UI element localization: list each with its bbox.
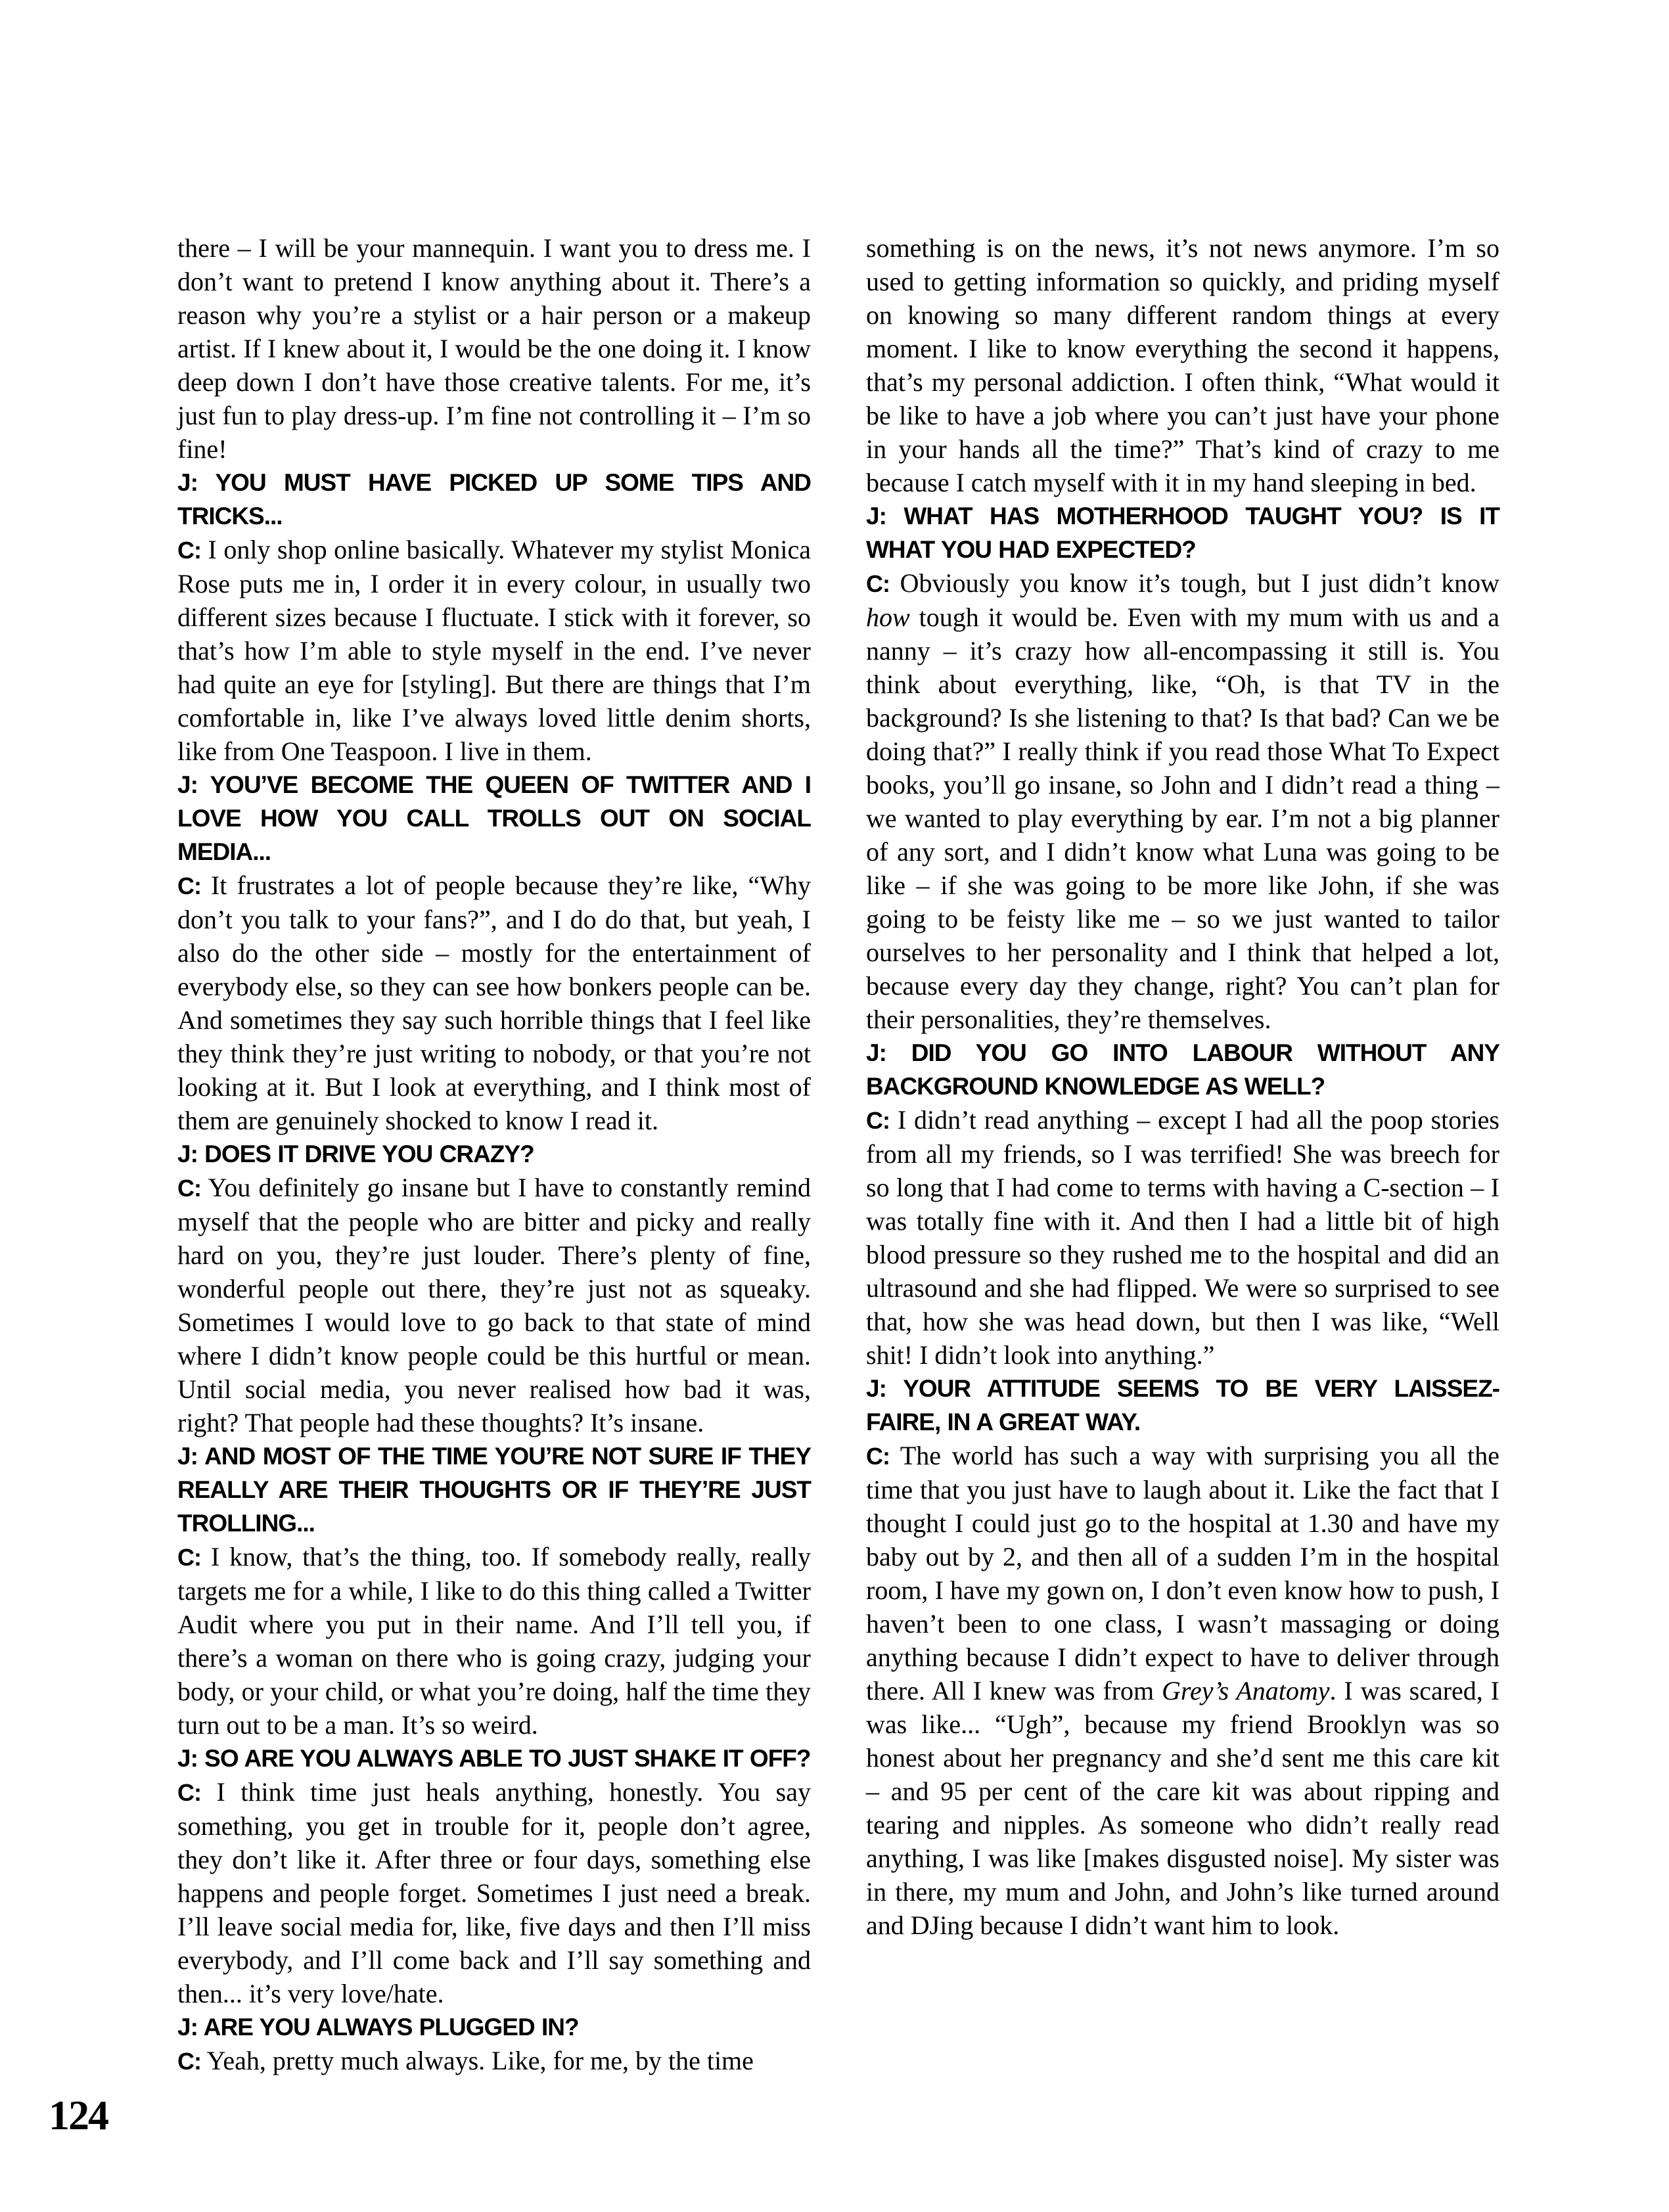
body-text: J: YOU MUST HAVE PICKED UP SOME TIPS AND TRICKS... <box>177 469 811 530</box>
body-text: J: YOUR ATTITUDE SEEMS TO BE VERY LAISSEZ-FAIRE, IN A GREAT WAY. <box>866 1375 1499 1435</box>
body-text: Obviously you know it’s tough, but I just didn’t know <box>890 568 1499 598</box>
interviewee-answer <box>177 231 811 466</box>
interviewee-answer <box>866 1439 1499 1942</box>
body-text: J: YOU’VE BECOME THE QUEEN OF TWITTER AND I LOVE HOW YOU CALL TROLLS OUT ON SOCIAL MEDIA... <box>177 771 811 865</box>
interviewer-question <box>177 1742 811 1775</box>
interviewee-answer <box>177 533 811 768</box>
body-text: J: WHAT HAS MOTHERHOOD TAUGHT YOU? IS IT WHAT YOU HAD EXPECTED? <box>866 503 1499 563</box>
body-text: . I was scared, I was like... “Ugh”, because my friend Brooklyn was so honest about her pregnancy and she’d sent me this care kit – and 95 per cent of the care kit was about ripping and tearing and nipples. As someone who didn’t really read anything, I was like [makes disgusted noise]. My sister was in there, my mum and John, and John’s like turned around and DJing because I didn’t want him to look. <box>866 1676 1499 1940</box>
interviewee-answer <box>177 1171 811 1439</box>
body-text: I think time just heals anything, honestly. You say something, you get in trouble for it, people don’t agree, they don’t like it. After three or four days, something else happens and people forget. Sometimes I just need a break. I’ll leave social media for, like, five days and then I’ll miss everybody, and I’ll come back and I’ll say something and then... it’s very love/hate. <box>177 1777 811 2008</box>
speaker-label: C: <box>177 537 201 564</box>
interviewer-question <box>177 1137 811 1171</box>
body-text: something is on the news, it’s not news anymore. I’m so used to getting information so quickly, and priding myself on knowing so many different random things at every moment. I like to know everything the second it happens, that’s my personal addiction. I often think, “What would it be like to have a job where you can’t just have your phone in your hands all the time?” That’s kind of crazy to me because I catch myself with it in my hand sleeping in bed. <box>866 233 1499 497</box>
body-text: I know, that’s the thing, too. If somebody really, really targets me for a while, I like to do this thing called a Twitter Audit where you put in their name. And I’ll tell you, if there’s a woman on there who is going crazy, judging your body, or your child, or what you’re doing, half the time they turn out to be a man. It’s so weird. <box>177 1542 811 1740</box>
speaker-label: C: <box>866 570 890 597</box>
body-text: J: DOES IT DRIVE YOU CRAZY? <box>177 1140 534 1167</box>
speaker-label: C: <box>866 1107 890 1134</box>
interviewer-question <box>866 1036 1499 1103</box>
interviewee-answer <box>866 231 1499 499</box>
interviewee-answer <box>177 1540 811 1742</box>
body-text: J: ARE YOU ALWAYS PLUGGED IN? <box>177 2014 579 2041</box>
interviewee-answer <box>866 566 1499 1036</box>
body-text: I didn’t read anything – except I had all the poop stories from all my friends, so I was terrified! She was breech for so long that I had come to terms with having a C-section – I was totally fine with it. And then I had a little bit of high blood pressure so they rushed me to the hospital and did an ultrasound and she had flipped. We were so surprised to see that, how she was head down, but then I was like, “Well shit! I didn’t look into anything.” <box>866 1105 1499 1370</box>
body-text: J: AND MOST OF THE TIME YOU’RE NOT SURE IF THEY REALLY ARE THEIR THOUGHTS OR IF THEY’RE JUST TROLLING... <box>177 1443 811 1537</box>
interviewer-question <box>177 1439 811 1540</box>
italicized-text: Grey’s Anatomy <box>1161 1676 1330 1705</box>
interviewee-answer <box>177 869 811 1137</box>
interviewer-question <box>866 499 1499 566</box>
interview-left-column <box>177 231 811 2078</box>
speaker-label: C: <box>177 1544 201 1571</box>
interviewer-question <box>177 2010 811 2044</box>
interview-right-column <box>866 231 1499 2078</box>
speaker-label: C: <box>866 1443 890 1470</box>
italicized-text: how <box>866 602 910 632</box>
body-text: Yeah, pretty much always. Like, for me, by the time <box>201 2046 754 2075</box>
interviewee-answer <box>177 2044 811 2078</box>
body-text: It frustrates a lot of people because they’re like, “Why don’t you talk to your fans?”, and I do do that, but yeah, I also do the other side – mostly for the entertainment of everybody else, so they can see how bonkers people can be. And sometimes they say such horrible things that I feel like they think they’re just writing to nobody, or that you’re not looking at it. But I look at everything, and I think most of them are genuinely shocked to know I read it. <box>177 870 811 1135</box>
body-text: J: DID YOU GO INTO LABOUR WITHOUT ANY BACKGROUND KNOWLEDGE AS WELL? <box>866 1039 1499 1100</box>
interviewer-question <box>177 466 811 533</box>
body-text: You definitely go insane but I have to constantly remind myself that the people who are bitter and picky and really hard on you, they’re just louder. There’s plenty of fine, wonderful people out there, they’re just not as squeaky. Sometimes I would love to go back to that state of mind where I didn’t know people could be this hurtful or mean. Until social media, you never realised how bad it was, right? That people had these thoughts? It’s insane. <box>177 1173 811 1437</box>
body-text: The world has such a way with surprising you all the time that you just have to laugh about it. Like the fact that I thought I could just go to the hospital at 1.30 and have my baby out by 2, and then all of a sudden I’m in the hospital room, I have my gown on, I don’t even know how to push, I haven’t been to one class, I wasn’t massaging or doing anything because I didn’t expect to have to deliver through there. All I knew was from <box>866 1441 1499 1705</box>
body-text: J: SO ARE YOU ALWAYS ABLE TO JUST SHAKE IT OFF? <box>177 1745 811 1772</box>
speaker-label: C: <box>177 1779 201 1806</box>
speaker-label: C: <box>177 872 201 899</box>
page-number: 124 <box>49 2092 108 2138</box>
interviewer-question <box>177 768 811 869</box>
speaker-label: C: <box>177 2048 201 2075</box>
interviewee-answer <box>177 1775 811 2010</box>
interviewee-answer <box>866 1103 1499 1372</box>
body-text: tough it would be. Even with my mum with us and a nanny – it’s crazy how all-encompassing it still is. You think about everything, like, “Oh, is that TV in the background? Is she listening to that? Is that bad? Can we be doing that?” I really think if you read those What To Expect books, you’ll go insane, so John and I didn’t read a thing – we wanted to play everything by ear. I’m not a big planner of any sort, and I didn’t know what Luna was going to be like – if she was going to be more like John, if she was going to be feisty like me – so we just wanted to tailor ourselves to her personality and I think that helped a lot, because every day they change, right? You can’t plan for their personalities, they’re themselves. <box>866 602 1499 1034</box>
body-text: I only shop online basically. Whatever my stylist Monica Rose puts me in, I order it in every colour, in usually two different sizes because I fluctuate. I stick with it forever, so that’s how I’m able to style myself in the end. I’ve never had quite an eye for [styling]. But there are things that I’m comfortable in, like I’ve always loved little denim shorts, like from One Teaspoon. I live in them. <box>177 535 811 766</box>
interview-text-block <box>177 231 1499 2078</box>
interviewer-question <box>866 1372 1499 1439</box>
speaker-label: C: <box>177 1175 201 1202</box>
body-text: there – I will be your mannequin. I want you to dress me. I don’t want to pretend I know anything about it. There’s a reason why you’re a stylist or a hair person or a makeup artist. If I knew about it, I would be the one doing it. I know deep down I don’t have those creative talents. For me, it’s just fun to play dress-up. I’m fine not controlling it – I’m so fine! <box>177 233 811 464</box>
